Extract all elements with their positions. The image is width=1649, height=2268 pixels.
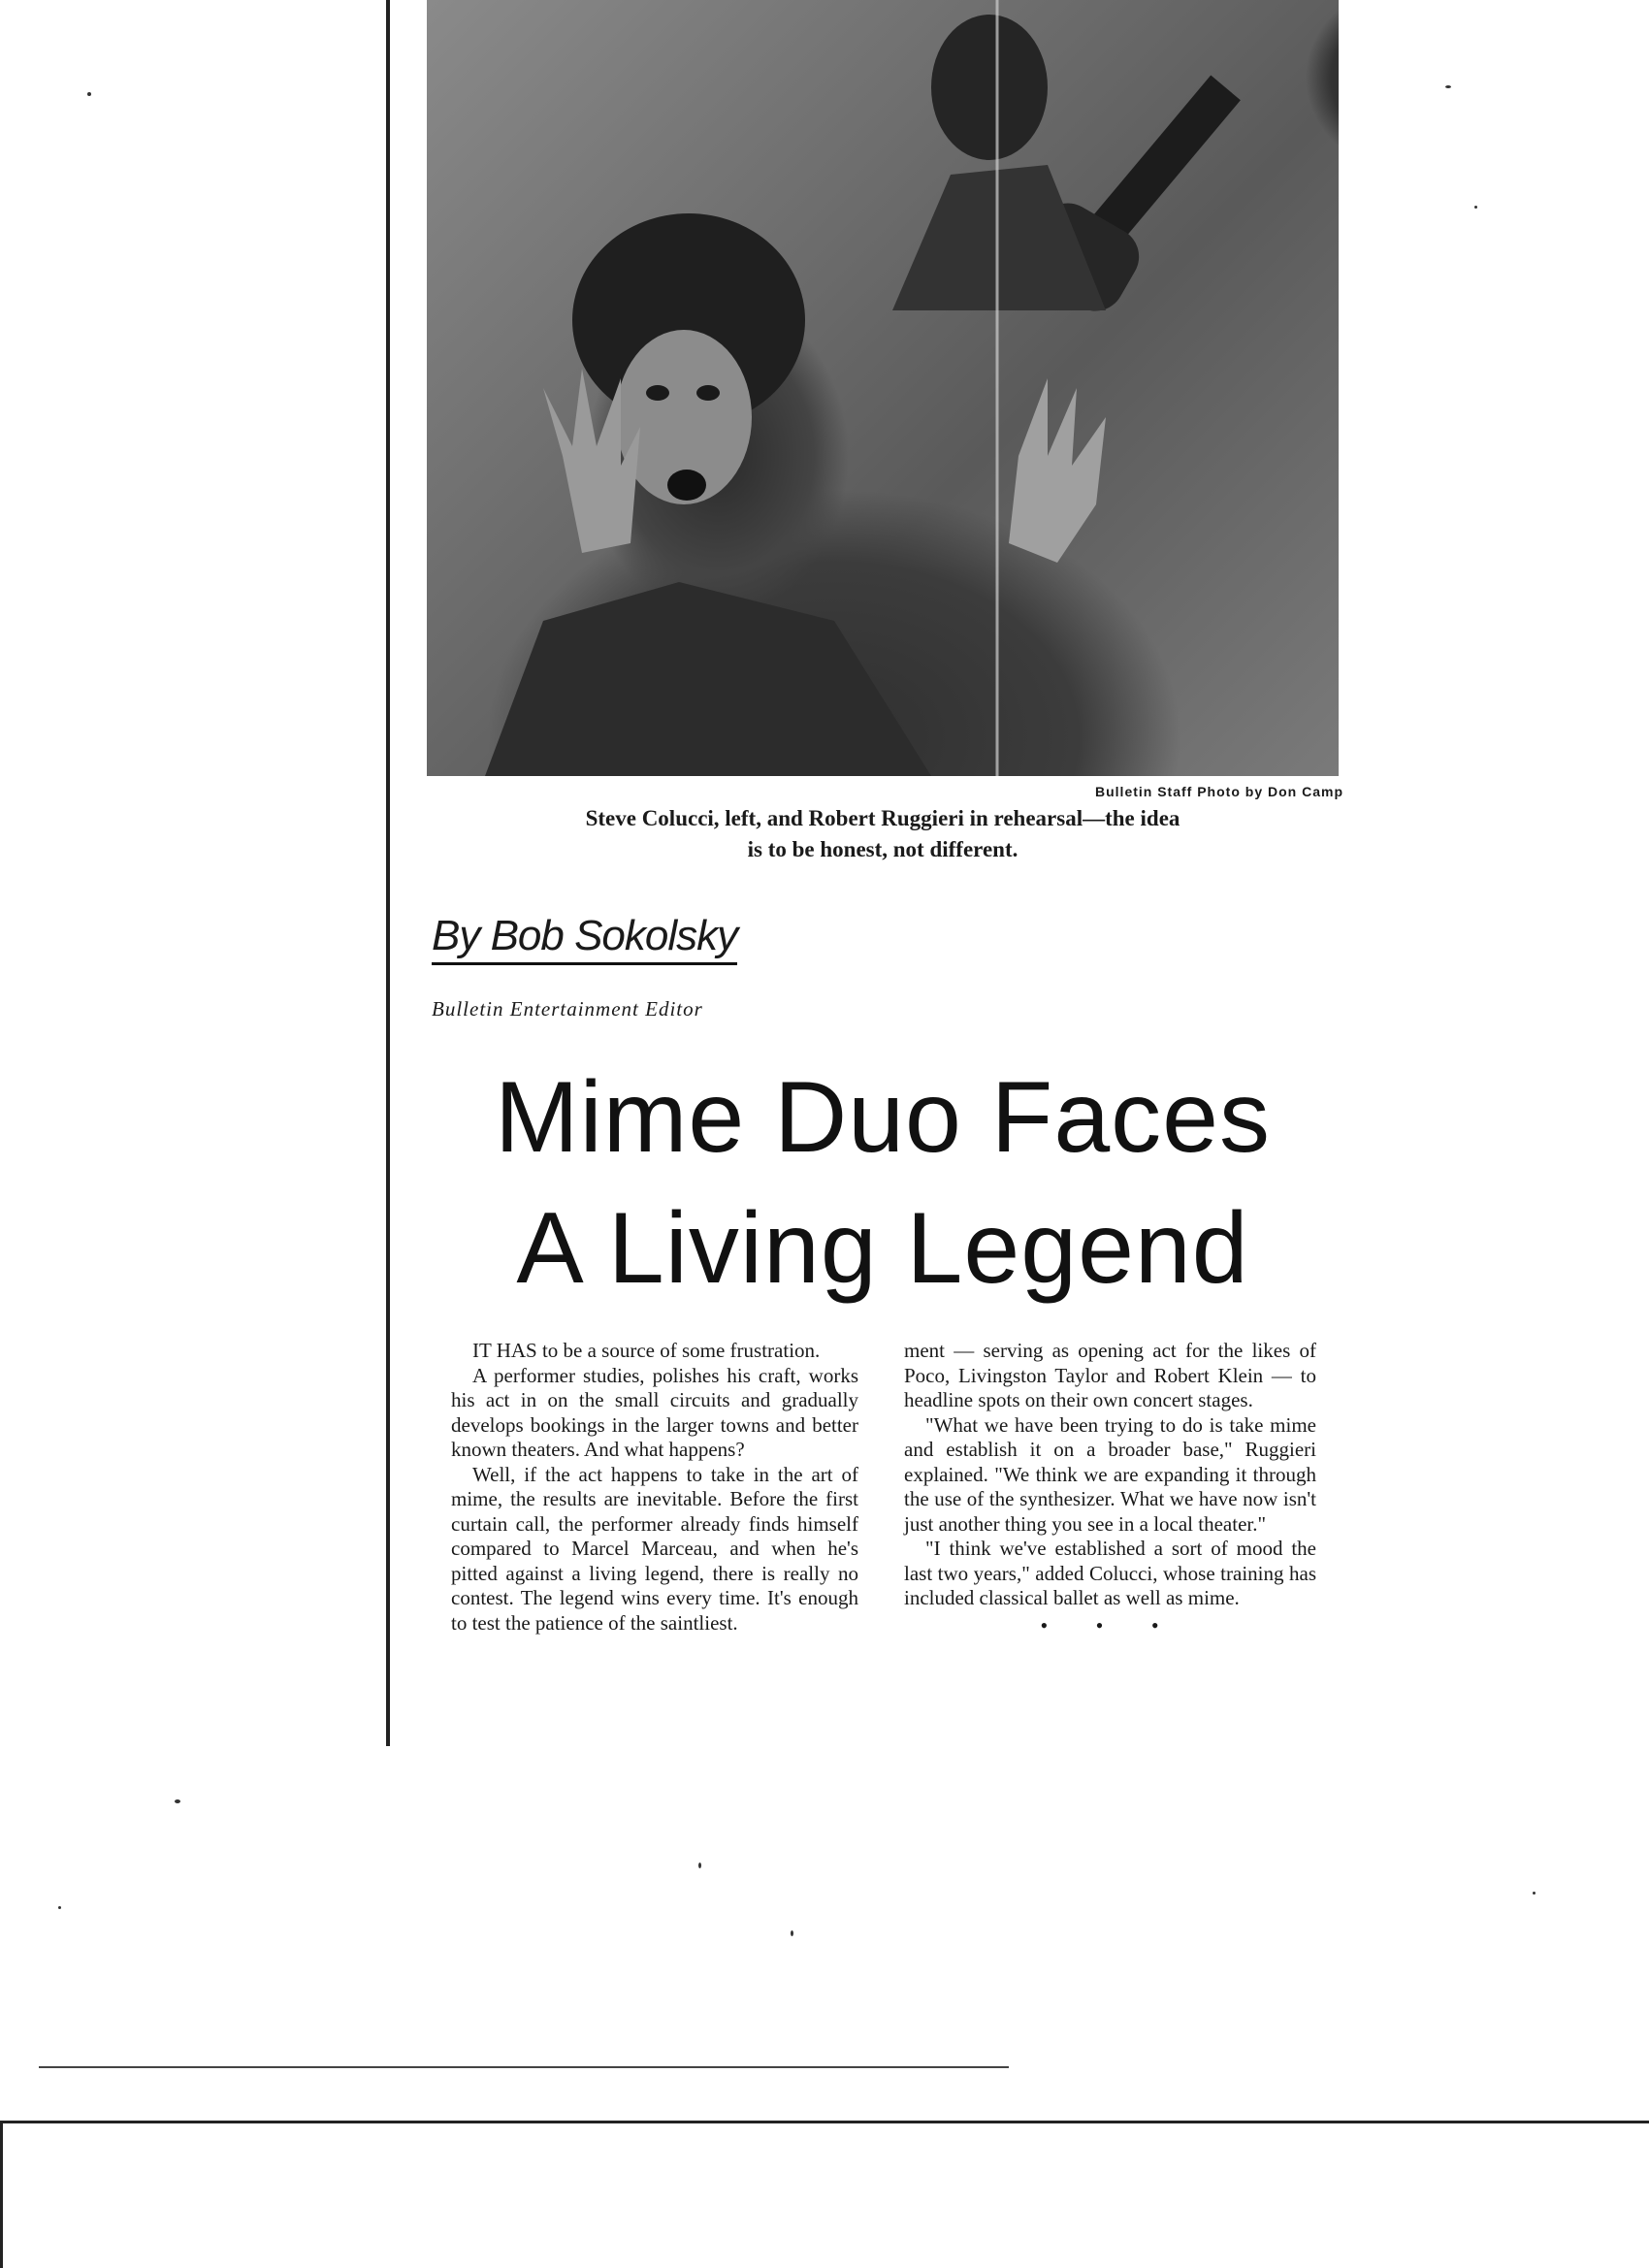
paragraph: "What we have been trying to do is take mime and establish it on a broader base," Ruggieri explained. "We think we are expanding it through the use of the synthesizer. What we have now isn't just another thing you see in a local theater." [904, 1412, 1316, 1536]
headline [427, 1053, 1339, 1314]
headline-line-2: A Living Legend [516, 1192, 1249, 1305]
article-column-1 [451, 1339, 858, 1636]
clipping-edge-rule [386, 0, 390, 1746]
paragraph-continued: ment — serving as opening act for the likes of Poco, Livingston Taylor and Robert Klein — to headline spots on their own concert stages. [904, 1339, 1316, 1411]
photo-figures [427, 0, 1339, 776]
byline-title: Bulletin Entertainment Editor [432, 997, 703, 1021]
article-column-2 [904, 1339, 1316, 1637]
caption-line-1: Steve Colucci, left, and Robert Ruggieri in rehearsal—the idea [585, 806, 1180, 830]
rehearsal-photo [427, 0, 1339, 776]
caption-line-2: is to be honest, not different. [747, 837, 1018, 861]
photo-caption [436, 803, 1329, 865]
scan-line [39, 2066, 1009, 2068]
paragraph: Well, if the act happens to take in the art of mime, the results are inevitable. Before the first curtain call, the performer already finds himself compared to Marcel Marceau, and when he's pitted against a living legend, there is really no contest. The legend wins every time. It's enough to test the patience of the saintliest. [451, 1462, 858, 1635]
paragraph: A performer studies, polishes his craft, works his act in on the small circuits and gradually develops bookings in the larger towns and better known theaters. And what happens? [451, 1363, 858, 1461]
byline-author: By Bob Sokolsky [432, 912, 737, 965]
photo-credit: Bulletin Staff Photo by Don Camp [1095, 784, 1343, 799]
scan-frame-edge [0, 2121, 1649, 2268]
paragraph: IT HAS to be a source of some frustration. [472, 1339, 821, 1362]
paragraph: "I think we've established a sort of mood the last two years," added Colucci, whose training has included classical ballet as well as mime. [904, 1537, 1316, 1609]
end-mark: • • • [1040, 1612, 1180, 1637]
headline-line-1: Mime Duo Faces [495, 1061, 1271, 1174]
